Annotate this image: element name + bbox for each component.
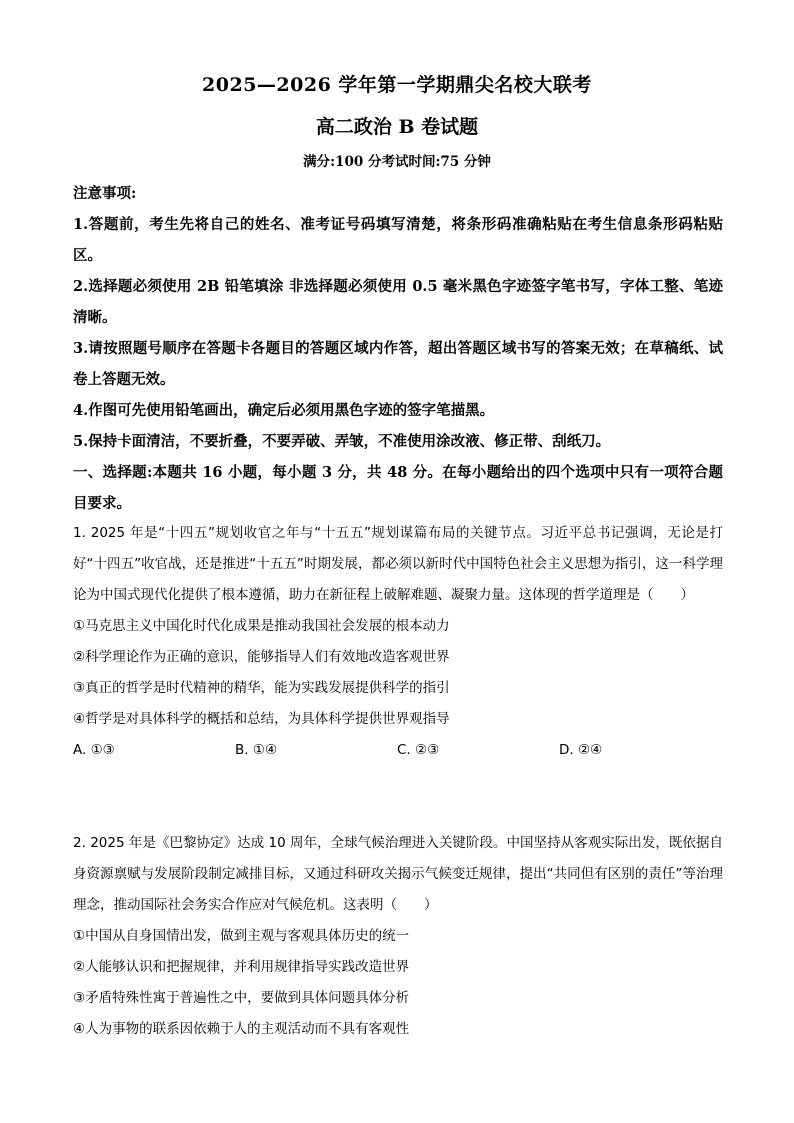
- notice-item-1: 1.答题前，考生先将自己的姓名、准考证号码填写清楚，将条形码准确粘贴在考生信息条形码粘贴区。: [73, 216, 723, 264]
- question-stem: 2. 2025 年是《巴黎协定》达成 10 周年，全球气候治理进入关键阶段。中国坚持从客观实际出发，既依据自身资源禀赋与发展阶段制定减排目标，又通过科研攻关揭示气候变迁规律，提出“共同但有区别的责任”等治理理念，推动国际社会务实合作应对气候危机。这表明（ ）: [73, 835, 723, 913]
- option-c: C. ②③: [397, 742, 440, 758]
- notice-item-2: 2.选择题必须使用 2B 铅笔填涂 非选择题必须使用 0.5 毫米黑色字迹签字笔书写，字体工整、笔迹清晰。: [73, 278, 723, 326]
- option-b: B. ①④: [235, 742, 278, 758]
- statement-2: ②人能够认识和把握规律，并利用规律指导实践改造世界: [73, 959, 410, 975]
- option-a: A. ①③: [73, 742, 115, 758]
- statement-4: ④哲学是对具体科学的概括和总结，为具体科学提供世界观指导: [73, 711, 450, 727]
- notice-item-3: 3.请按照题号顺序在答题卡各题目的答题区域内作答，超出答题区域书写的答案无效；在草稿纸、试卷上答题无效。: [73, 340, 723, 388]
- section-heading: 一、选择题:本题共 16 小题，每小题 3 分，共 48 分。在每小题给出的四个选项中只有一项符合题目要求。: [73, 464, 723, 512]
- question-1: [73, 518, 723, 766]
- statement-1: ①马克思主义中国化时代化成果是推动我国社会发展的根本动力: [73, 618, 450, 634]
- statement-3: ③真正的哲学是时代精神的精华，能为实践发展提供科学的指引: [73, 680, 450, 696]
- statement-2: ②科学理论作为正确的意识，能够指导人们有效地改造客观世界: [73, 649, 450, 665]
- notice-section: [73, 178, 723, 519]
- notice-item-5: 5.保持卡面清洁，不要折叠，不要弄破、弄皱，不准使用涂改液、修正带、刮纸刀。: [73, 433, 611, 450]
- statement-3: ③矛盾特殊性寓于普遍性之中，要做到具体问题具体分析: [73, 990, 410, 1006]
- question-stem: 1. 2025 年是“十四五”规划收官之年与“十五五”规划谋篇布局的关键节点。习近平总书记强调，无论是打好“十四五”收官战，还是推进“十五五”时期发展，都必须以新时代中国特色社会主义思想为指引，这一科学理论为中国式现代化提供了根本遵循，助力在新征程上破解难题、凝聚力量。这体现的哲学道理是（ ）: [73, 525, 723, 603]
- exam-meta: 满分:100 分考试时间:75 分钟: [303, 154, 491, 170]
- notice-heading: 注意事项:: [73, 185, 137, 202]
- notice-item-4: 4.作图可先使用铅笔画出，确定后必须用黑色字迹的签字笔描黑。: [73, 402, 495, 419]
- exam-subtitle: 高二政治 B 卷试题: [315, 116, 479, 138]
- exam-title: 2025—2026 学年第一学期鼎尖名校大联考: [202, 74, 592, 96]
- statement-1: ①中国从自身国情出发，做到主观与客观具体历史的统一: [73, 928, 410, 944]
- statement-4: ④人为事物的联系因依赖于人的主观活动而不具有客观性: [73, 1021, 410, 1037]
- options-row: [73, 735, 723, 766]
- option-d: D. ②④: [559, 742, 603, 758]
- question-2: [73, 828, 723, 1045]
